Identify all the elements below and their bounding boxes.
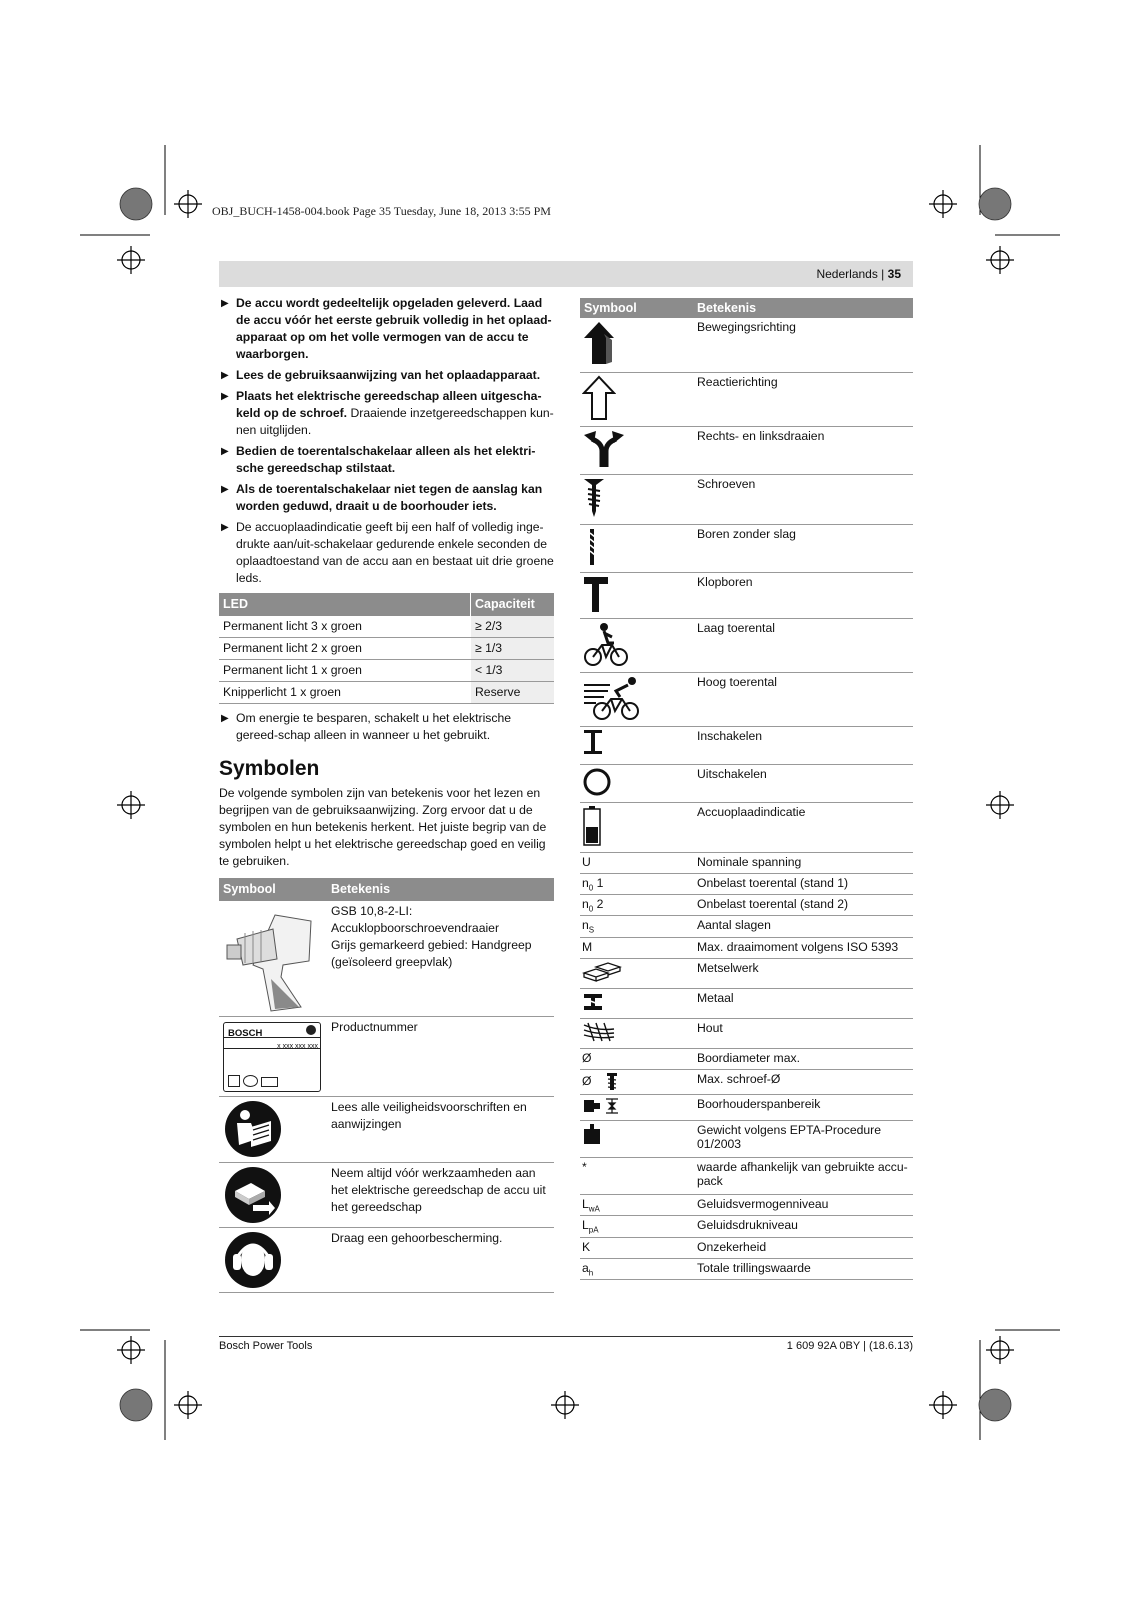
meaning-cell: waarde afhankelijk van gebruikte accu-pack [693,1157,913,1194]
symbol-suffix: 2 [593,896,604,911]
ear-protection-icon [223,1230,283,1290]
bullet-energy: ▶ Om energie te besparen, schakelt u het elektrische gereed-schap alleen in wanneer u het gebruikt. [221,711,512,742]
meaning-cell: Hout [693,1018,913,1048]
meaning-cell: Reactierichting [693,372,913,426]
metal-icon [582,991,604,1013]
switch-on-icon [582,729,604,755]
meaning-header: Betekenis [693,298,913,318]
table-row [580,672,913,726]
symbol-text: a [582,1260,589,1275]
meaning-cell: Laag toerental [693,618,913,672]
read-manual-icon [223,1099,283,1159]
symbol-cell [580,873,693,894]
arrow-filled-icon [582,320,616,366]
left-column [219,295,554,1293]
bullet-item: ▶ Plaats het elektrische gereedschap alleen uitgescha-keld op de schroef. Draaiende inzetgereedschappen kun-nen uitglijden. [221,389,554,437]
symbol-header: Symbool [580,298,693,318]
capacity-header: Capaciteit [471,593,555,616]
table-row [580,1194,913,1215]
symbol-text: n [582,896,589,911]
symbol-subscript: pA [588,1225,599,1235]
meaning-cell: Metselwerk [693,958,913,988]
table-row [580,916,913,937]
symbol-cell [580,958,693,988]
meaning-cell: Nominale spanning [693,852,913,873]
symbol-text: n [582,875,589,890]
table-row [219,1227,554,1292]
meaning-cell: Geluidsvermogenniveau [693,1194,913,1215]
symbol-cell [580,474,693,524]
meaning-cell: Boordiameter max. [693,1048,913,1069]
table-row [580,1069,913,1094]
symbol-cell [580,852,693,873]
table-row [219,616,554,638]
meaning-cell: Geluidsdrukniveau [693,1216,913,1237]
capacity-cell: < 1/3 [471,660,555,682]
remove-battery-label: Neem altijd vóór werkzaamheden aan het elektrische gereedschap de accu uit het gereedschap [327,1162,554,1227]
meaning-cell: Max. draaimoment volgens ISO 5393 [693,937,913,958]
meaning-cell: Uitschakelen [693,764,913,802]
meaning-cell: Klopboren [693,572,913,618]
table-row [580,426,913,474]
meaning-cell: Onbelast toerental (stand 2) [693,894,913,915]
symbol-subscript: S [588,925,595,935]
meaning-cell: Boren zonder slag [693,524,913,572]
battery-icon [582,805,602,847]
bullet-item: ▶ De accu wordt gedeeltelijk opgeladen geleverd. Laad de accu vóór het eerste gebruik volledig in het oplaad-apparaat op om het volle vermogen van de accu te waarborgen. [221,296,552,361]
table-row [580,1258,913,1279]
symbol-table-right [580,298,913,1280]
table-row [580,726,913,764]
table-row [580,1237,913,1258]
symbol-cell [580,1258,693,1279]
symbol-subscript: h [588,1268,594,1278]
table-row [580,1018,913,1048]
meaning-cell: Schroeven [693,474,913,524]
symbol-text: * [582,1159,587,1174]
table-row [580,474,913,524]
table-row [580,1216,913,1237]
bicycle-slow-icon [582,621,630,667]
meaning-cell: Metaal [693,988,913,1018]
symbol-cell [580,1216,693,1237]
symbol-suffix: 1 [593,875,604,890]
page-number: 35 [887,267,901,281]
table-row [580,372,913,426]
read-safety-label: Lees alle veiligheidsvoorschriften en aanwijzingen [331,1099,527,1131]
symbol-cell [580,764,693,802]
symbol-text: K [582,1239,591,1254]
symbol-text: U [582,854,591,869]
product-number-label: Productnummer [327,1016,554,1096]
symbol-cell [580,372,693,426]
meaning-cell: Aantal slagen [693,916,913,937]
meaning-cell: Onzekerheid [693,1237,913,1258]
symbol-cell [580,916,693,937]
capacity-cell: Reserve [471,682,555,704]
meaning-cell: Boorhouderspanbereik [693,1094,913,1120]
header-language: Nederlands [816,267,878,281]
symbol-header: Symbool [219,878,327,901]
led-cell: Permanent licht 2 x groen [219,638,471,660]
wood-icon [582,1021,616,1043]
hammer-icon [582,575,610,613]
remove-battery-icon [223,1165,283,1225]
running-header: Nederlands | 35 [219,261,913,287]
meaning-cell: Gewicht volgens EPTA-Procedure 01/2003 [693,1120,913,1157]
footer-brand: Bosch Power Tools [219,1340,313,1352]
table-row [219,901,554,1016]
table-row [580,988,913,1018]
table-row [580,764,913,802]
split-arrow-icon [582,429,626,469]
screw-icon [582,477,606,519]
symbol-text: Ø [582,1050,592,1065]
table-row [580,958,913,988]
symbol-subscript: 0 [588,882,594,892]
symbol-cell [580,524,693,572]
capacity-cell: ≥ 1/3 [471,638,555,660]
drill-note: Grijs gemarkeerd gebied: Handgreep (geïsoleerd greepvlak) [331,938,532,969]
drill-type: Accuklopboorschroevendraaier [331,921,500,935]
bullet-item: ▶ Als de toerentalschakelaar niet tegen de aanslag kan worden geduwd, draait u de boorhouder iets. [221,482,543,513]
intro-paragraph: De volgende symbolen zijn van betekenis voor het lezen en begrijpen van de gebruiksaanwijzing. Zorg ervoor dat u de symbolen en hun betekenis herkent. Het juiste begrip van de symbolen helpt u het elektrische gereedschap goed en veilig te gebruiken. [219,786,547,868]
symbol-cell [580,1069,693,1094]
drill-bit-icon [582,527,602,567]
meaning-cell: Rechts- en linksdraaien [693,426,913,474]
symbol-cell [580,894,693,915]
symbol-cell [580,1018,693,1048]
table-row [219,1096,554,1162]
symbol-cell [580,1157,693,1194]
symbol-text: M [582,939,593,954]
table-row [580,318,913,372]
footer-docnumber: 1 609 92A 0BY | (18.6.13) [786,1340,913,1352]
nameplate-icon: BOSCH x xxx xxx xxx [223,1022,321,1092]
arrow-outline-icon [582,375,616,421]
led-cell: Permanent licht 1 x groen [219,660,471,682]
meaning-cell: Max. schroef-Ø [693,1069,913,1094]
symbol-cell [580,988,693,1018]
symbol-cell [580,937,693,958]
symbol-cell [580,1120,693,1157]
drill-icon [223,903,321,1013]
led-table [219,593,554,704]
symbol-text: n [582,918,589,933]
table-row [580,1094,913,1120]
section-heading: Symbolen [219,757,320,780]
led-header: LED [219,593,471,616]
footer-rule [219,1336,913,1337]
symbol-cell [580,318,693,372]
symbol-text: Ø [582,1074,592,1089]
bullet-item: ▶ De accuoplaadindicatie geeft bij een half of volledig inge-drukte aan/uit-schakelaar gedurende enkele seconden de oplaadtoestand van de accu aan en bestaat uit drie groene leds. [221,520,554,585]
table-row [219,638,554,660]
table-row [580,572,913,618]
meaning-cell: Totale trillingswaarde [693,1258,913,1279]
table-row [580,873,913,894]
table-row [580,1157,913,1194]
weight-icon [582,1123,602,1145]
table-row [580,937,913,958]
symbol-cell [580,1194,693,1215]
bullet-item: ▶ Bedien de toerentalschakelaar alleen als het elektri-sche gereedschap stilstaat. [221,444,536,475]
chuck-range-icon [582,1097,620,1115]
bullet-list [219,295,554,587]
meaning-cell: Bewegingsrichting [693,318,913,372]
table-row [219,660,554,682]
capacity-cell: ≥ 2/3 [471,616,555,638]
symbol-cell [580,1048,693,1069]
bullet-item: ▶ Lees de gebruiksaanwijzing van het oplaadapparaat. [221,368,541,382]
table-row [580,894,913,915]
table-row [580,524,913,572]
symbol-cell [580,802,693,852]
symbol-text: L [582,1218,589,1233]
symbol-cell [580,1237,693,1258]
right-column [580,298,913,1280]
meaning-cell: Hoog toerental [693,672,913,726]
meaning-cell: Inschakelen [693,726,913,764]
meaning-header: Betekenis [327,878,554,901]
printer-slug: OBJ_BUCH-1458-004.book Page 35 Tuesday, June 18, 2013 3:55 PM [212,204,551,218]
table-row [219,682,554,704]
drill-model: GSB 10,8-2-LI: [331,904,413,918]
led-cell: Knipperlicht 1 x groen [219,682,471,704]
table-row [580,852,913,873]
bricks-icon [582,961,622,983]
table-row [580,618,913,672]
table-row [219,1016,554,1096]
symbol-cell [580,672,693,726]
table-row [219,1162,554,1227]
switch-off-icon [582,767,612,797]
symbol-table-left [219,878,554,1293]
bicycle-fast-icon [582,675,642,721]
symbol-cell [580,426,693,474]
ear-protection-label: Draag een gehoorbescherming. [327,1227,554,1292]
symbol-subscript: wA [588,1204,600,1214]
table-row [580,1048,913,1069]
symbol-cell [580,726,693,764]
meaning-cell: Accuoplaadindicatie [693,802,913,852]
table-row [580,1120,913,1157]
symbol-cell [580,572,693,618]
symbol-text: L [582,1196,589,1211]
symbol-subscript: 0 [588,904,594,914]
symbol-cell [580,1094,693,1120]
small-screw-icon [605,1072,619,1092]
table-row [580,802,913,852]
meaning-cell: Onbelast toerental (stand 1) [693,873,913,894]
symbol-cell [580,618,693,672]
led-cell: Permanent licht 3 x groen [219,616,471,638]
